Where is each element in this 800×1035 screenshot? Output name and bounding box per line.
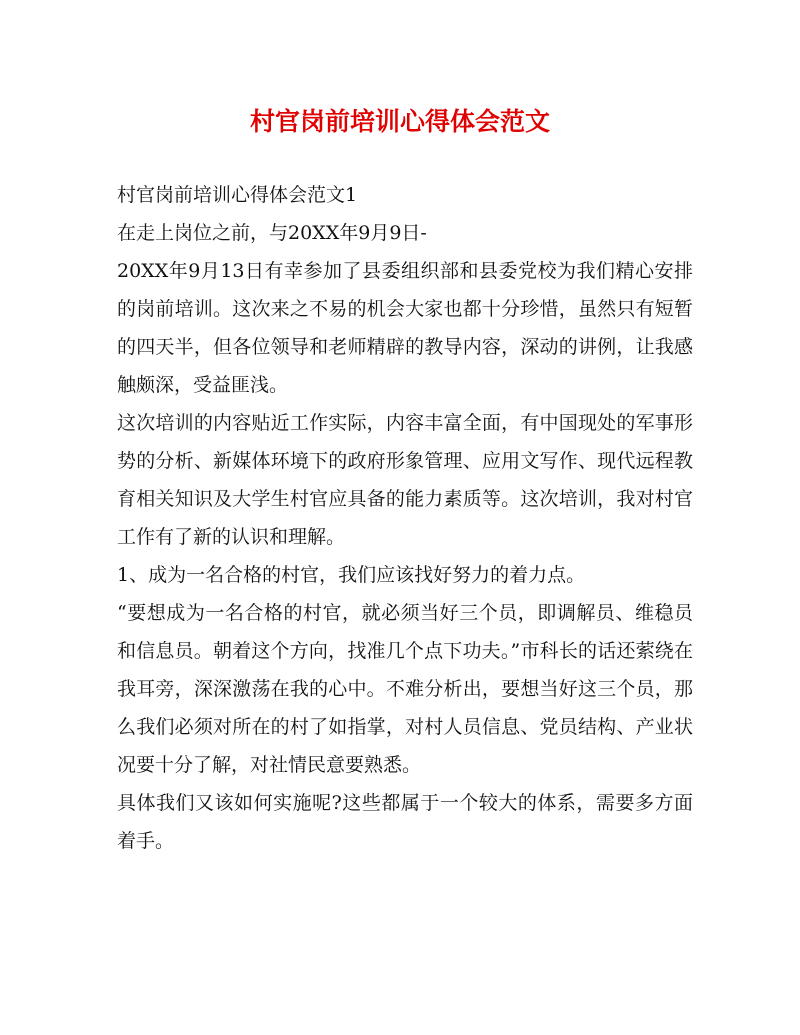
body-paragraph: 在走上岗位之前，与20XX年9月9日- bbox=[117, 222, 427, 244]
document-body bbox=[117, 176, 693, 860]
body-paragraph: “要想成为一名合格的村官，就必须当好三个员，即调解员、维稳员和信息员。朝着这个方向，找准几个点下功夫。”市科长的话还萦绕在我耳旁，深深激荡在我的心中。不难分析出，要想当好这三个员，那么我们必须对所在的村了如指掌，对村人员信息、党员结构、产业状况要十分了解，对社情民意要熟悉。 bbox=[117, 602, 693, 776]
subtitle-paragraph: 村官岗前培训心得体会范文1 bbox=[117, 184, 358, 206]
body-paragraph: 20XX年9月13日有幸参加了县委组织部和县委党校为我们精心安排的岗前培训。这次来之不易的机会大家也都十分珍惜，虽然只有短暂的四天半，但各位领导和老师精辟的教导内容，深动的讲例，让我感触颇深，受益匪浅。 bbox=[117, 260, 693, 396]
document-title: 村官岗前培训心得体会范文 bbox=[249, 107, 550, 136]
section-heading: 1、成为一名合格的村官，我们应该找好努力的着力点。 bbox=[117, 564, 586, 586]
body-paragraph: 这次培训的内容贴近工作实际，内容丰富全面，有中国现处的军事形势的分析、新媒体环境下的政府形象管理、应用文写作、现代远程教育相关知识及大学生村官应具备的能力素质等。这次培训，我对村官工作有了新的认识和理解。 bbox=[117, 412, 693, 548]
body-paragraph: 具体我们又该如何实施呢?这些都属于一个较大的体系，需要多方面着手。 bbox=[117, 792, 693, 852]
